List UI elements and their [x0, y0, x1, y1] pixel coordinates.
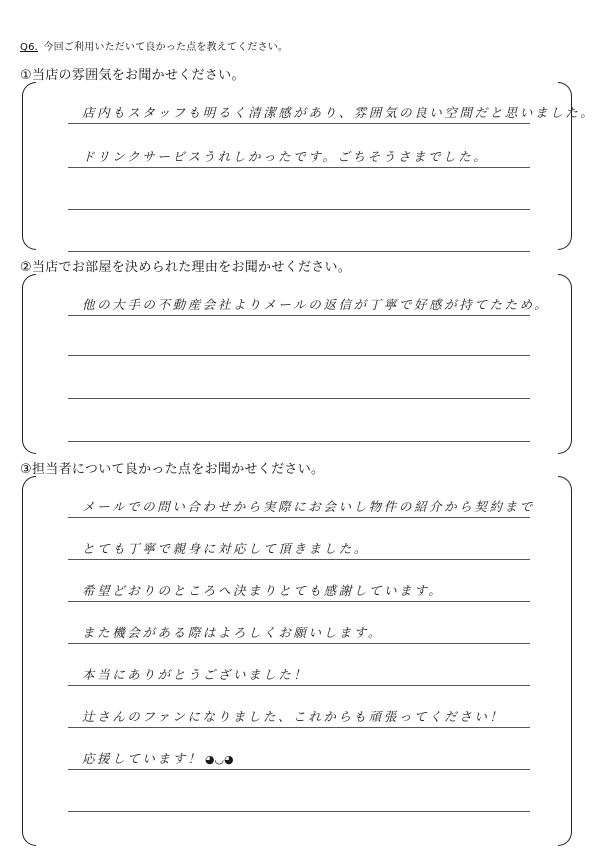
handwritten-text: また機会がある際はよろしくお願いします。 [82, 625, 384, 640]
answer-line [68, 379, 530, 399]
section-2-title: ②当店でお部屋を決められた理由をお聞かせください。 [20, 260, 352, 275]
answer-line [68, 498, 535, 518]
answer-line [68, 708, 530, 728]
left-bracket [22, 274, 36, 454]
right-bracket [558, 476, 572, 846]
section-3-title: ③担当者について良かった点をお聞かせください。 [20, 462, 325, 477]
handwritten-text: 店内もスタッフも明るく清潔感があり、雰囲気の良い空間だと思いました。 [82, 105, 596, 120]
section-1-title: ①当店の雰囲気をお聞かせください。 [20, 68, 245, 83]
answer-line [68, 422, 530, 442]
answer-line [68, 582, 530, 602]
answer-line [68, 104, 596, 124]
handwritten-text: 希望どおりのところへ決まりとても感謝しています。 [82, 583, 444, 598]
handwritten-text: 辻さんのファンになりました、これからも頑張ってください！ [82, 709, 505, 724]
right-bracket [558, 274, 572, 454]
section-2-answer-box [22, 274, 572, 454]
question-text: 今回ご利用いただいて良かった点を教えてください。 [43, 42, 289, 53]
question-number: Q6. [20, 42, 39, 53]
handwritten-text: 他の大手の不動産会社よりメールの返信が丁寧で好感が持てたため。 [82, 297, 550, 312]
handwritten-text [82, 749, 234, 767]
answer-line [68, 750, 530, 770]
answer-line [68, 190, 530, 210]
answer-line [68, 666, 530, 686]
handwritten-text: メールでの問い合わせから実際にお会いし物件の紹介から契約まで [82, 499, 535, 514]
answer-line [68, 336, 530, 356]
question-header [20, 38, 288, 53]
handwritten-text: ドリンクサービスうれしかったです。ごちそうさまでした。 [82, 149, 489, 164]
section-3-answer-box [22, 476, 572, 846]
answer-line [68, 624, 530, 644]
left-bracket [22, 476, 36, 846]
section-1-answer-box [22, 82, 596, 250]
answer-line [68, 296, 550, 316]
left-bracket [22, 82, 36, 250]
answer-line [68, 792, 530, 812]
handwritten-text: とても丁寧で親身に対応して頂きました。 [82, 541, 369, 556]
answer-line [68, 232, 530, 252]
smiley-face-icon: ◕◡◕ [204, 753, 234, 766]
answer-line [68, 148, 530, 168]
handwritten-text: 本当にありがとうございました！ [82, 667, 309, 682]
handwritten-text-content: 応援しています！ [82, 751, 203, 766]
answer-line [68, 540, 530, 560]
